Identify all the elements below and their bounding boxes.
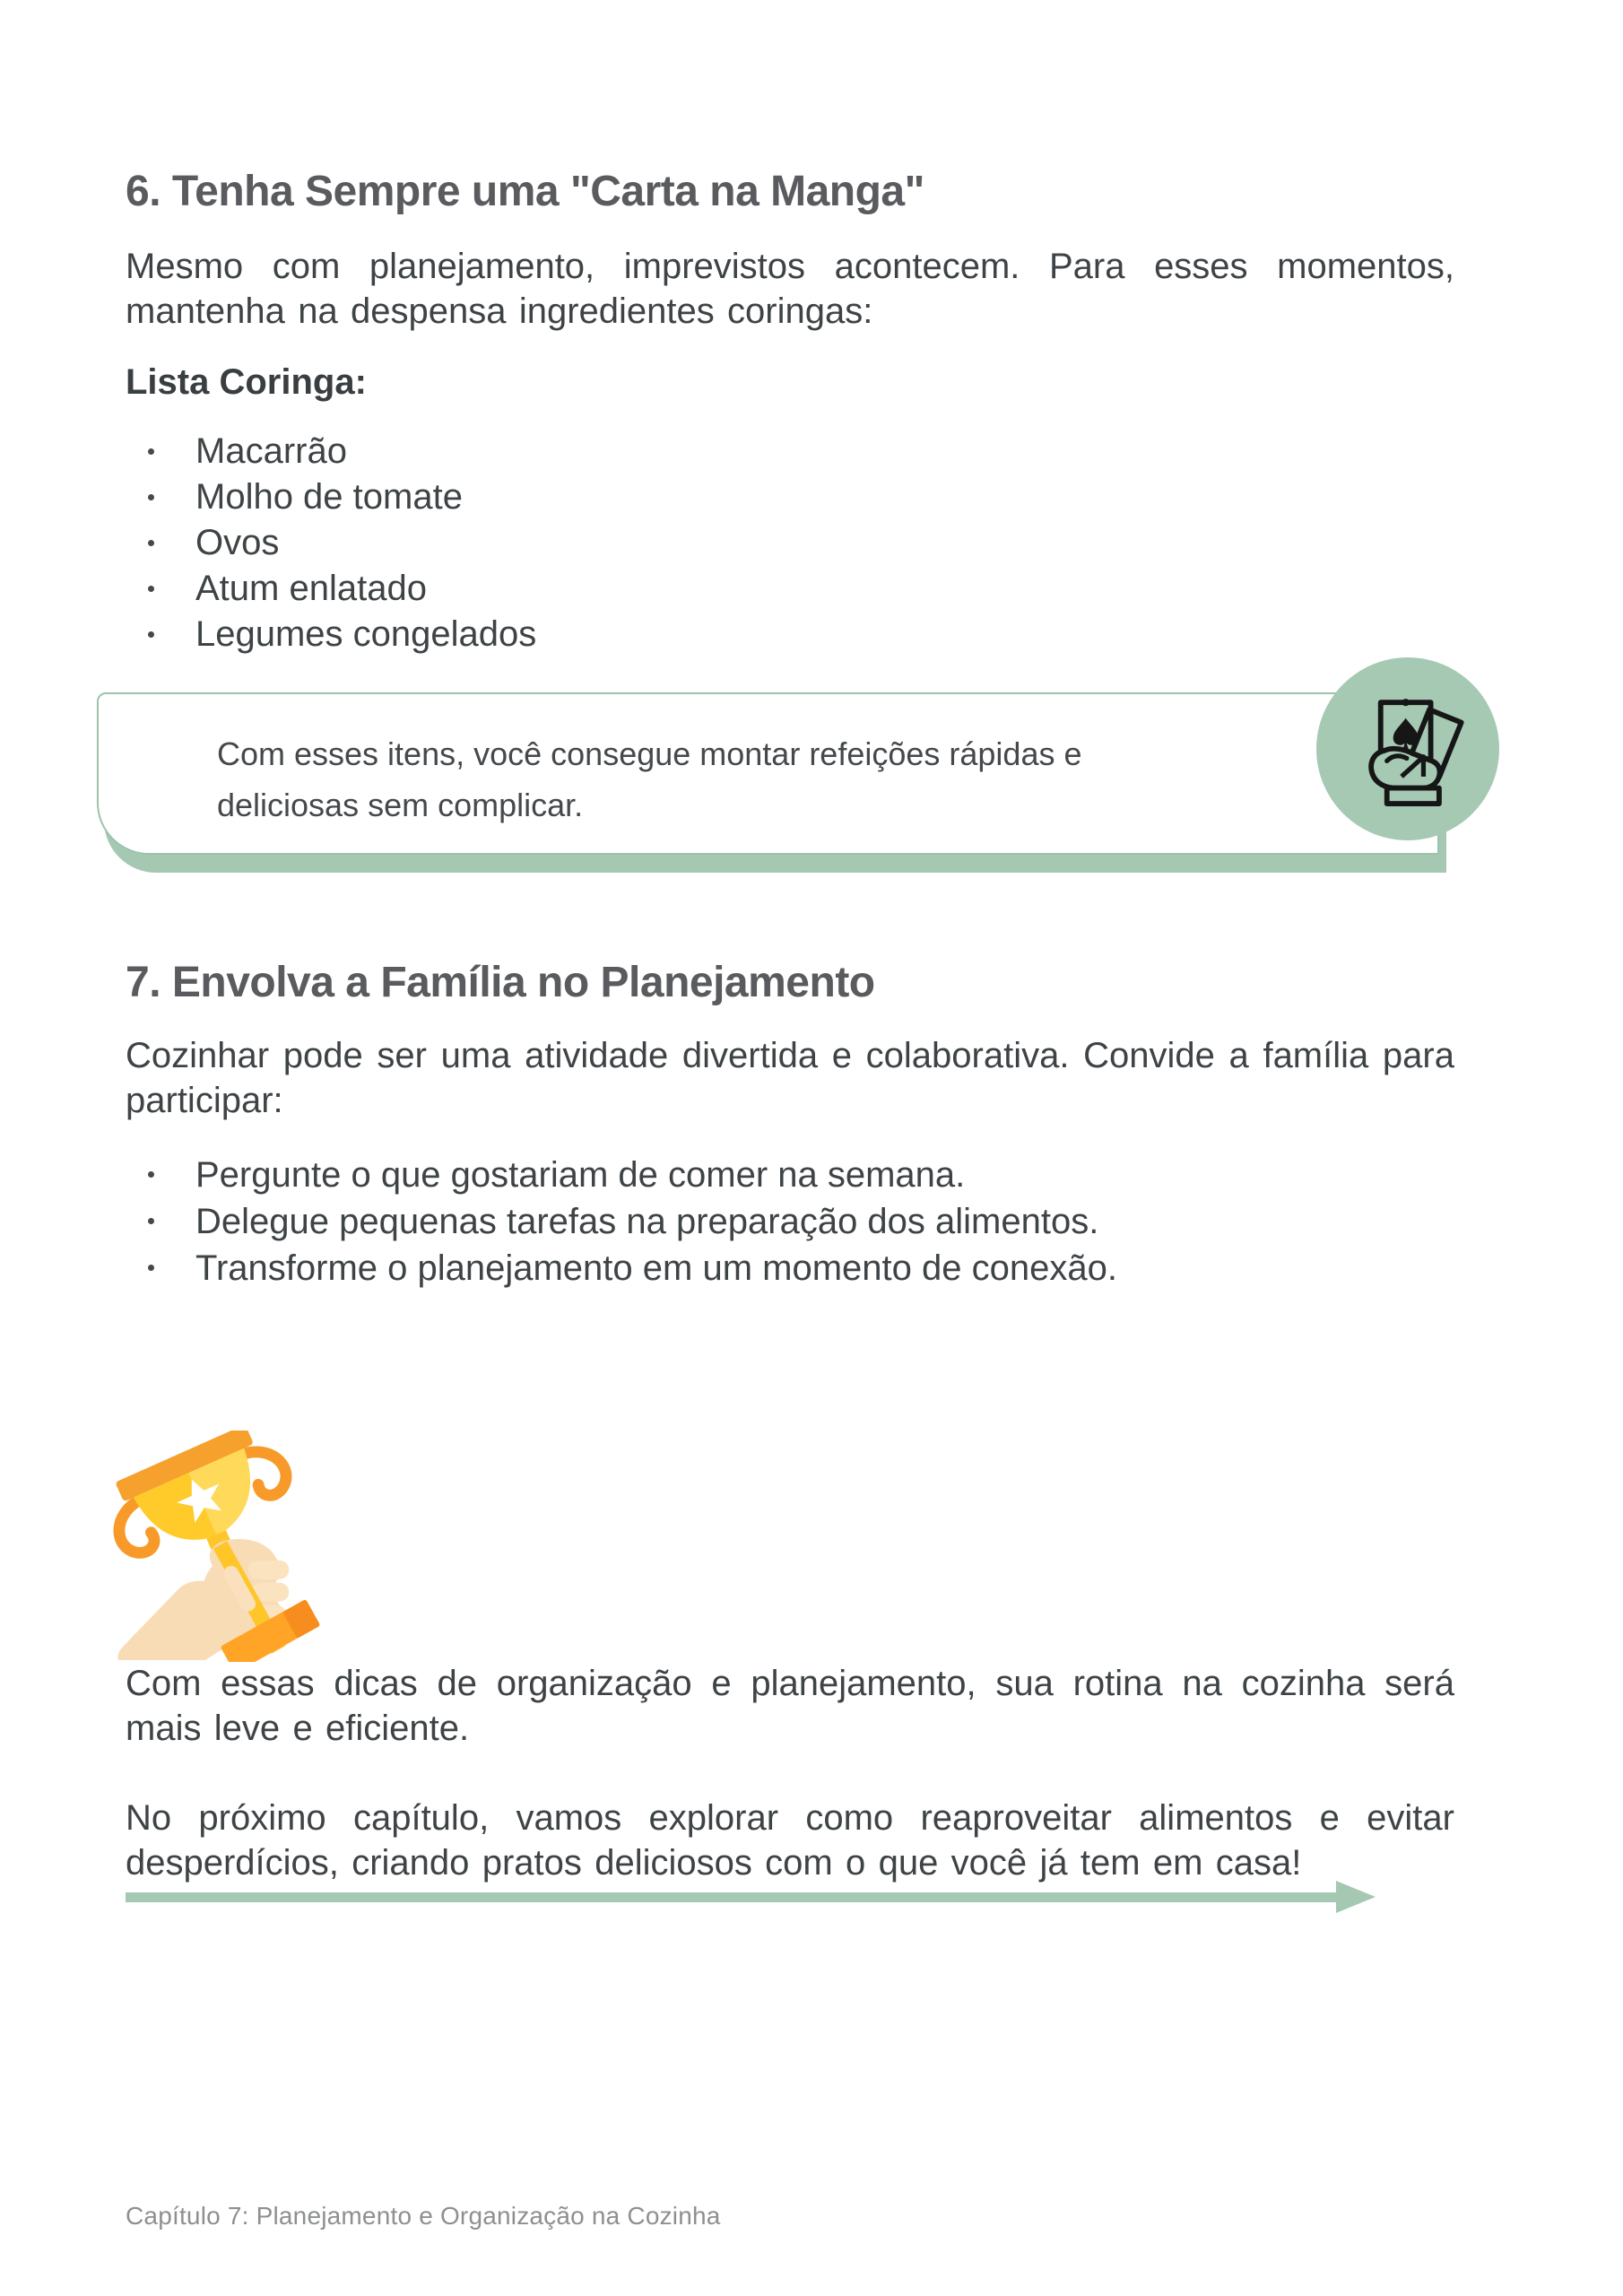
coringa-list bbox=[126, 429, 1381, 657]
list-item-text: Macarrão bbox=[195, 431, 347, 471]
divider-arrow-head-icon bbox=[1336, 1881, 1376, 1913]
callout-box bbox=[97, 692, 1439, 855]
list-item-text: Delegue pequenas tarefas na preparação dos alimentos. bbox=[195, 1202, 1099, 1241]
list-item bbox=[126, 612, 1381, 657]
bullet-dot bbox=[148, 631, 154, 638]
closing-paragraph-2: No próximo capítulo, vamos explorar como reaproveitar alimentos e evitar desperdícios, criando pratos deliciosos com o que você já tem em casa! bbox=[126, 1798, 1454, 1883]
hand-holding-trophy-illustration bbox=[99, 1431, 321, 1662]
list-item bbox=[126, 520, 1381, 566]
closing-paragraph-1: Com essas dicas de organização e planejamento, sua rotina na cozinha será mais leve e eficiente. bbox=[126, 1664, 1454, 1748]
list-item bbox=[126, 474, 1381, 520]
bullet-dot bbox=[148, 494, 154, 500]
divider-arrow-bar bbox=[126, 1892, 1338, 1902]
bullet-dot bbox=[148, 1265, 154, 1271]
list-item bbox=[126, 429, 1381, 474]
bullet-dot bbox=[148, 1218, 154, 1224]
section7-heading: 7. Envolva a Família no Planejamento bbox=[126, 959, 875, 1006]
section6-intro-paragraph: Mesmo com planejamento, imprevistos acontecem. Para esses momentos, mantenha na despensa ingredientes coringas: bbox=[126, 247, 1454, 331]
callout-icon-circle bbox=[1316, 657, 1499, 840]
list-item-text: Transforme o planejamento em um momento de conexão. bbox=[195, 1248, 1117, 1288]
list-item-text: Pergunte o que gostariam de comer na semana. bbox=[195, 1155, 966, 1195]
list-item bbox=[126, 1152, 1453, 1198]
bullet-dot bbox=[148, 448, 154, 455]
list-item-text: Ovos bbox=[195, 523, 280, 562]
list-item-text: Legumes congelados bbox=[195, 614, 537, 654]
callout-panel bbox=[97, 692, 1439, 855]
section7-intro-paragraph: Cozinhar pode ser uma atividade divertida e colaborativa. Convide a família para participar: bbox=[126, 1036, 1454, 1120]
list-label: Lista Coringa: bbox=[126, 362, 367, 402]
bullet-dot bbox=[148, 586, 154, 592]
list-item-text: Molho de tomate bbox=[195, 477, 463, 517]
bullet-dot bbox=[148, 1171, 154, 1178]
family-list bbox=[126, 1152, 1453, 1292]
callout-text: Com esses itens, você consegue montar refeições rápidas e deliciosas sem complicar. bbox=[217, 735, 1082, 823]
section6-heading: 6. Tenha Sempre uma "Carta na Manga" bbox=[126, 168, 924, 215]
hand-holding-playing-cards-icon bbox=[1350, 689, 1465, 809]
list-item bbox=[126, 566, 1381, 612]
list-item bbox=[126, 1198, 1453, 1245]
list-item bbox=[126, 1245, 1453, 1292]
list-item-text: Atum enlatado bbox=[195, 569, 427, 608]
page-footer: Capítulo 7: Planejamento e Organização na Cozinha bbox=[126, 2202, 721, 2230]
bullet-dot bbox=[148, 540, 154, 546]
